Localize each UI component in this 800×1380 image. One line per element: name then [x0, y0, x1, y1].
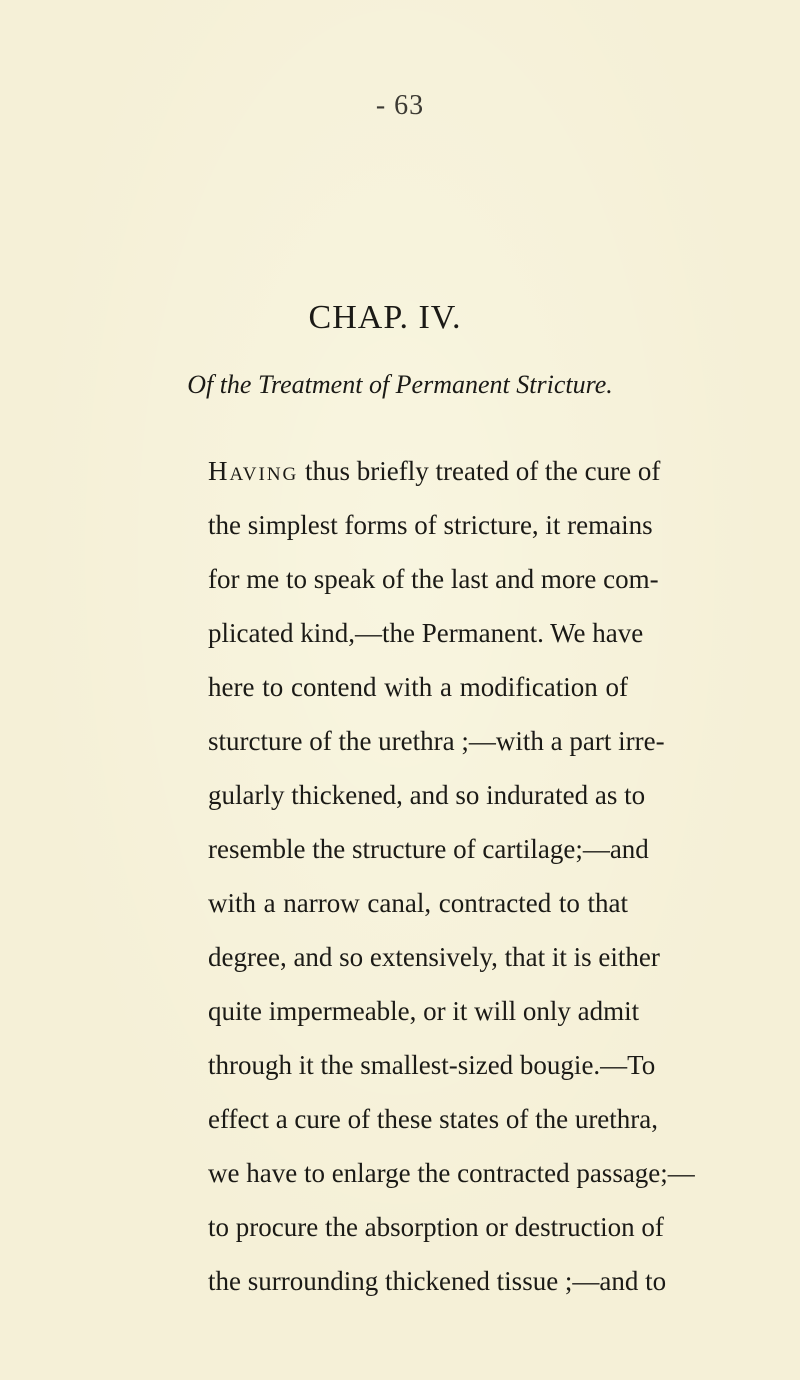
text-line: for me to speak of the last and more com-	[208, 564, 659, 594]
text-line: we have to enlarge the contracted passage;—	[208, 1158, 695, 1188]
text-line: effect a cure of these states of the urethra,	[208, 1104, 659, 1134]
text-line: plicated kind,—the Permanent. We have	[208, 618, 644, 648]
text-line: resemble the structure of cartilage;—and	[208, 834, 649, 864]
text-line: the simplest forms of stricture, it remains	[208, 510, 653, 540]
text-line: degree, and so extensively, that it is either	[208, 942, 660, 972]
text-line: with a narrow canal, contracted to that	[208, 888, 628, 918]
text-line: gularly thickened, and so indurated as to	[208, 780, 646, 810]
text-line: quite impermeable, or it will only admit	[208, 996, 640, 1026]
chapter-heading: CHAP. IV.	[308, 299, 462, 336]
body-text	[208, 444, 695, 1308]
text-line: to procure the absorption or destruction of	[208, 1212, 664, 1242]
text-line: here to contend with a modification of	[208, 672, 628, 702]
text-line-rest: thus briefly treated of the cure of	[298, 456, 661, 486]
chapter-subtitle: Of the Treatment of Permanent Stricture.	[187, 370, 613, 399]
opening-word: Having	[208, 456, 299, 486]
text-line: sturcture of the urethra ;—with a part irre-	[208, 726, 665, 756]
text-line: through it the smallest-sized bougie.—To	[208, 1050, 656, 1080]
page-number: - 63	[375, 90, 425, 121]
text-line	[208, 444, 661, 498]
text-line: the surrounding thickened tissue ;—and to	[208, 1266, 667, 1296]
